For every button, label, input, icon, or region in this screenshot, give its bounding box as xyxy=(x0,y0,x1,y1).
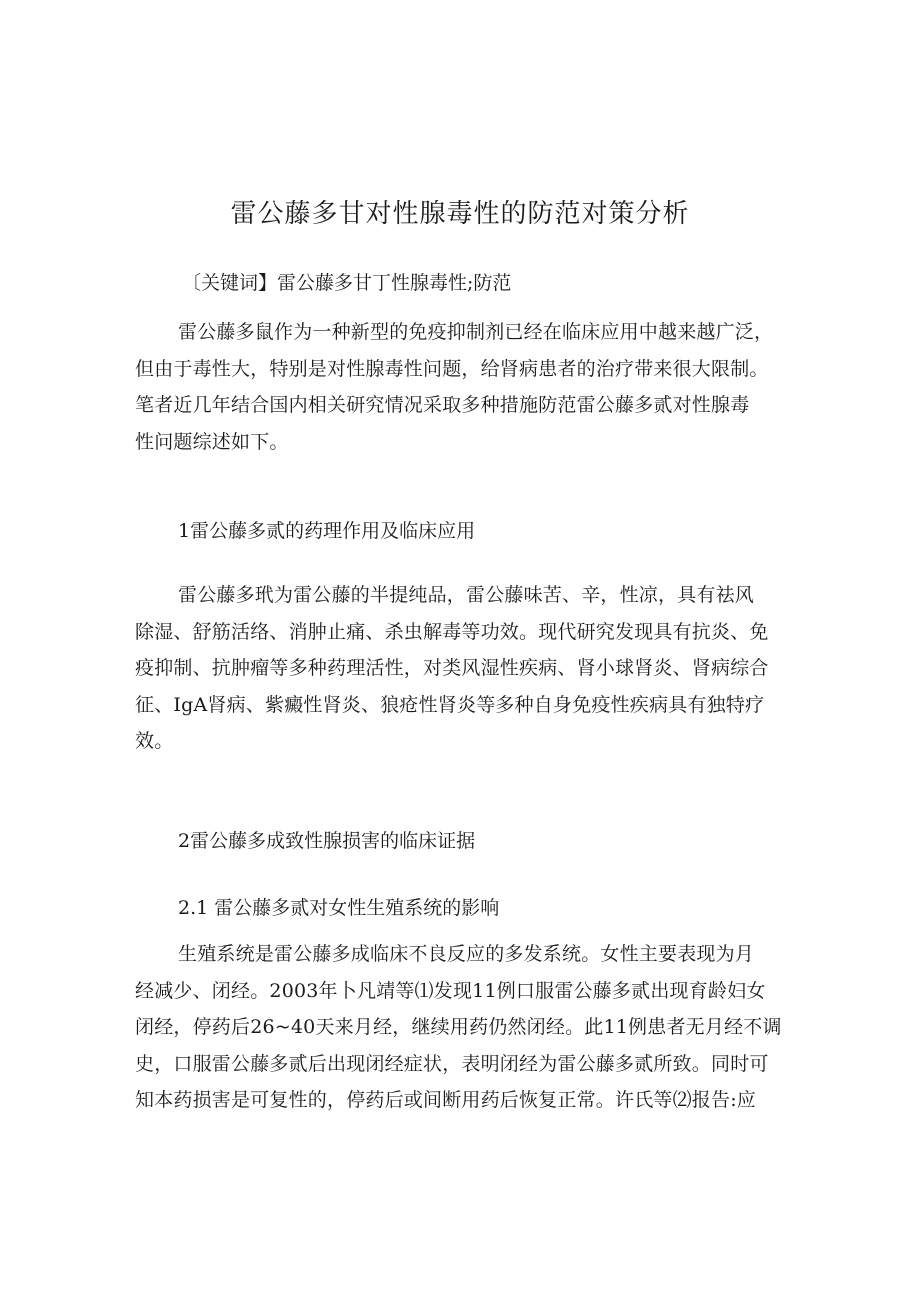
paragraph-female-reproductive xyxy=(135,936,790,1119)
text-line: 经减少、闭经。2003年卜凡靖等⑴发现11例口服雷公藤多贰出现育龄妇女 xyxy=(135,979,766,1002)
text-line: 笔者近几年结合国内相关研究情况采取多种措施防范雷公藤多贰对性腺毒 xyxy=(135,394,750,416)
text-line: 性问题综述如下。 xyxy=(135,430,289,453)
text-line: 生殖系统是雷公藤多成临床不良反应的多发系统。女性主要表现为月 xyxy=(178,943,755,965)
section-heading-2: 2雷公藤多成致性腺损害的临床证据 xyxy=(178,830,476,852)
paragraph-pharmacology xyxy=(135,577,790,760)
text-line: 雷公藤多鼠作为一种新型的免疫抑制剂已经在临床应用中越来越广泛， xyxy=(178,321,774,343)
text-line: 雷公藤多玳为雷公藤的半提纯品，雷公藤味苦、辛，性凉，具有祛风 xyxy=(178,584,755,606)
keywords-line: 〔关键词】雷公藤多甘丁性腺毒性;防范 xyxy=(182,272,512,294)
subsection-heading-2-1: 2.1 雷公藤多贰对女性生殖系统的影响 xyxy=(178,897,500,919)
document-title: 雷公藤多甘对性腺毒性的防范对策分析 xyxy=(230,199,690,229)
text-line: 但由于毒性大，特别是对性腺毒性问题，给肾病患者的治疗带来很大限制。 xyxy=(135,357,769,380)
text-line: 效。 xyxy=(135,730,174,752)
paragraph-intro xyxy=(135,314,790,460)
section-heading-1: 1雷公藤多贰的药理作用及临床应用 xyxy=(178,520,476,542)
text-line: 除湿、舒筋活络、消肿止痛、杀虫解毒等功效。现代研究发现具有抗炎、免 xyxy=(135,620,769,643)
text-line: 史，口服雷公藤多贰后出现闭经症状，表明闭经为雷公藤多贰所致。同时可 xyxy=(135,1052,769,1075)
text-line: 征、IgA肾病、紫癜性肾炎、狼疮性肾炎等多种自身免疫性疾病具有独特疗 xyxy=(135,693,765,716)
text-line: 知本药损害是可复性的，停药后或间断用药后恢复正常。许氏等⑵报告:应 xyxy=(135,1089,757,1111)
text-line: 闭经，停药后26~40天来月经，继续用药仍然闭经。此11例患者无月经不调 xyxy=(135,1016,782,1038)
text-line: 疫抑制、抗肿瘤等多种药理活性，对类风湿性疾病、肾小球肾炎、肾病综合 xyxy=(135,657,769,679)
